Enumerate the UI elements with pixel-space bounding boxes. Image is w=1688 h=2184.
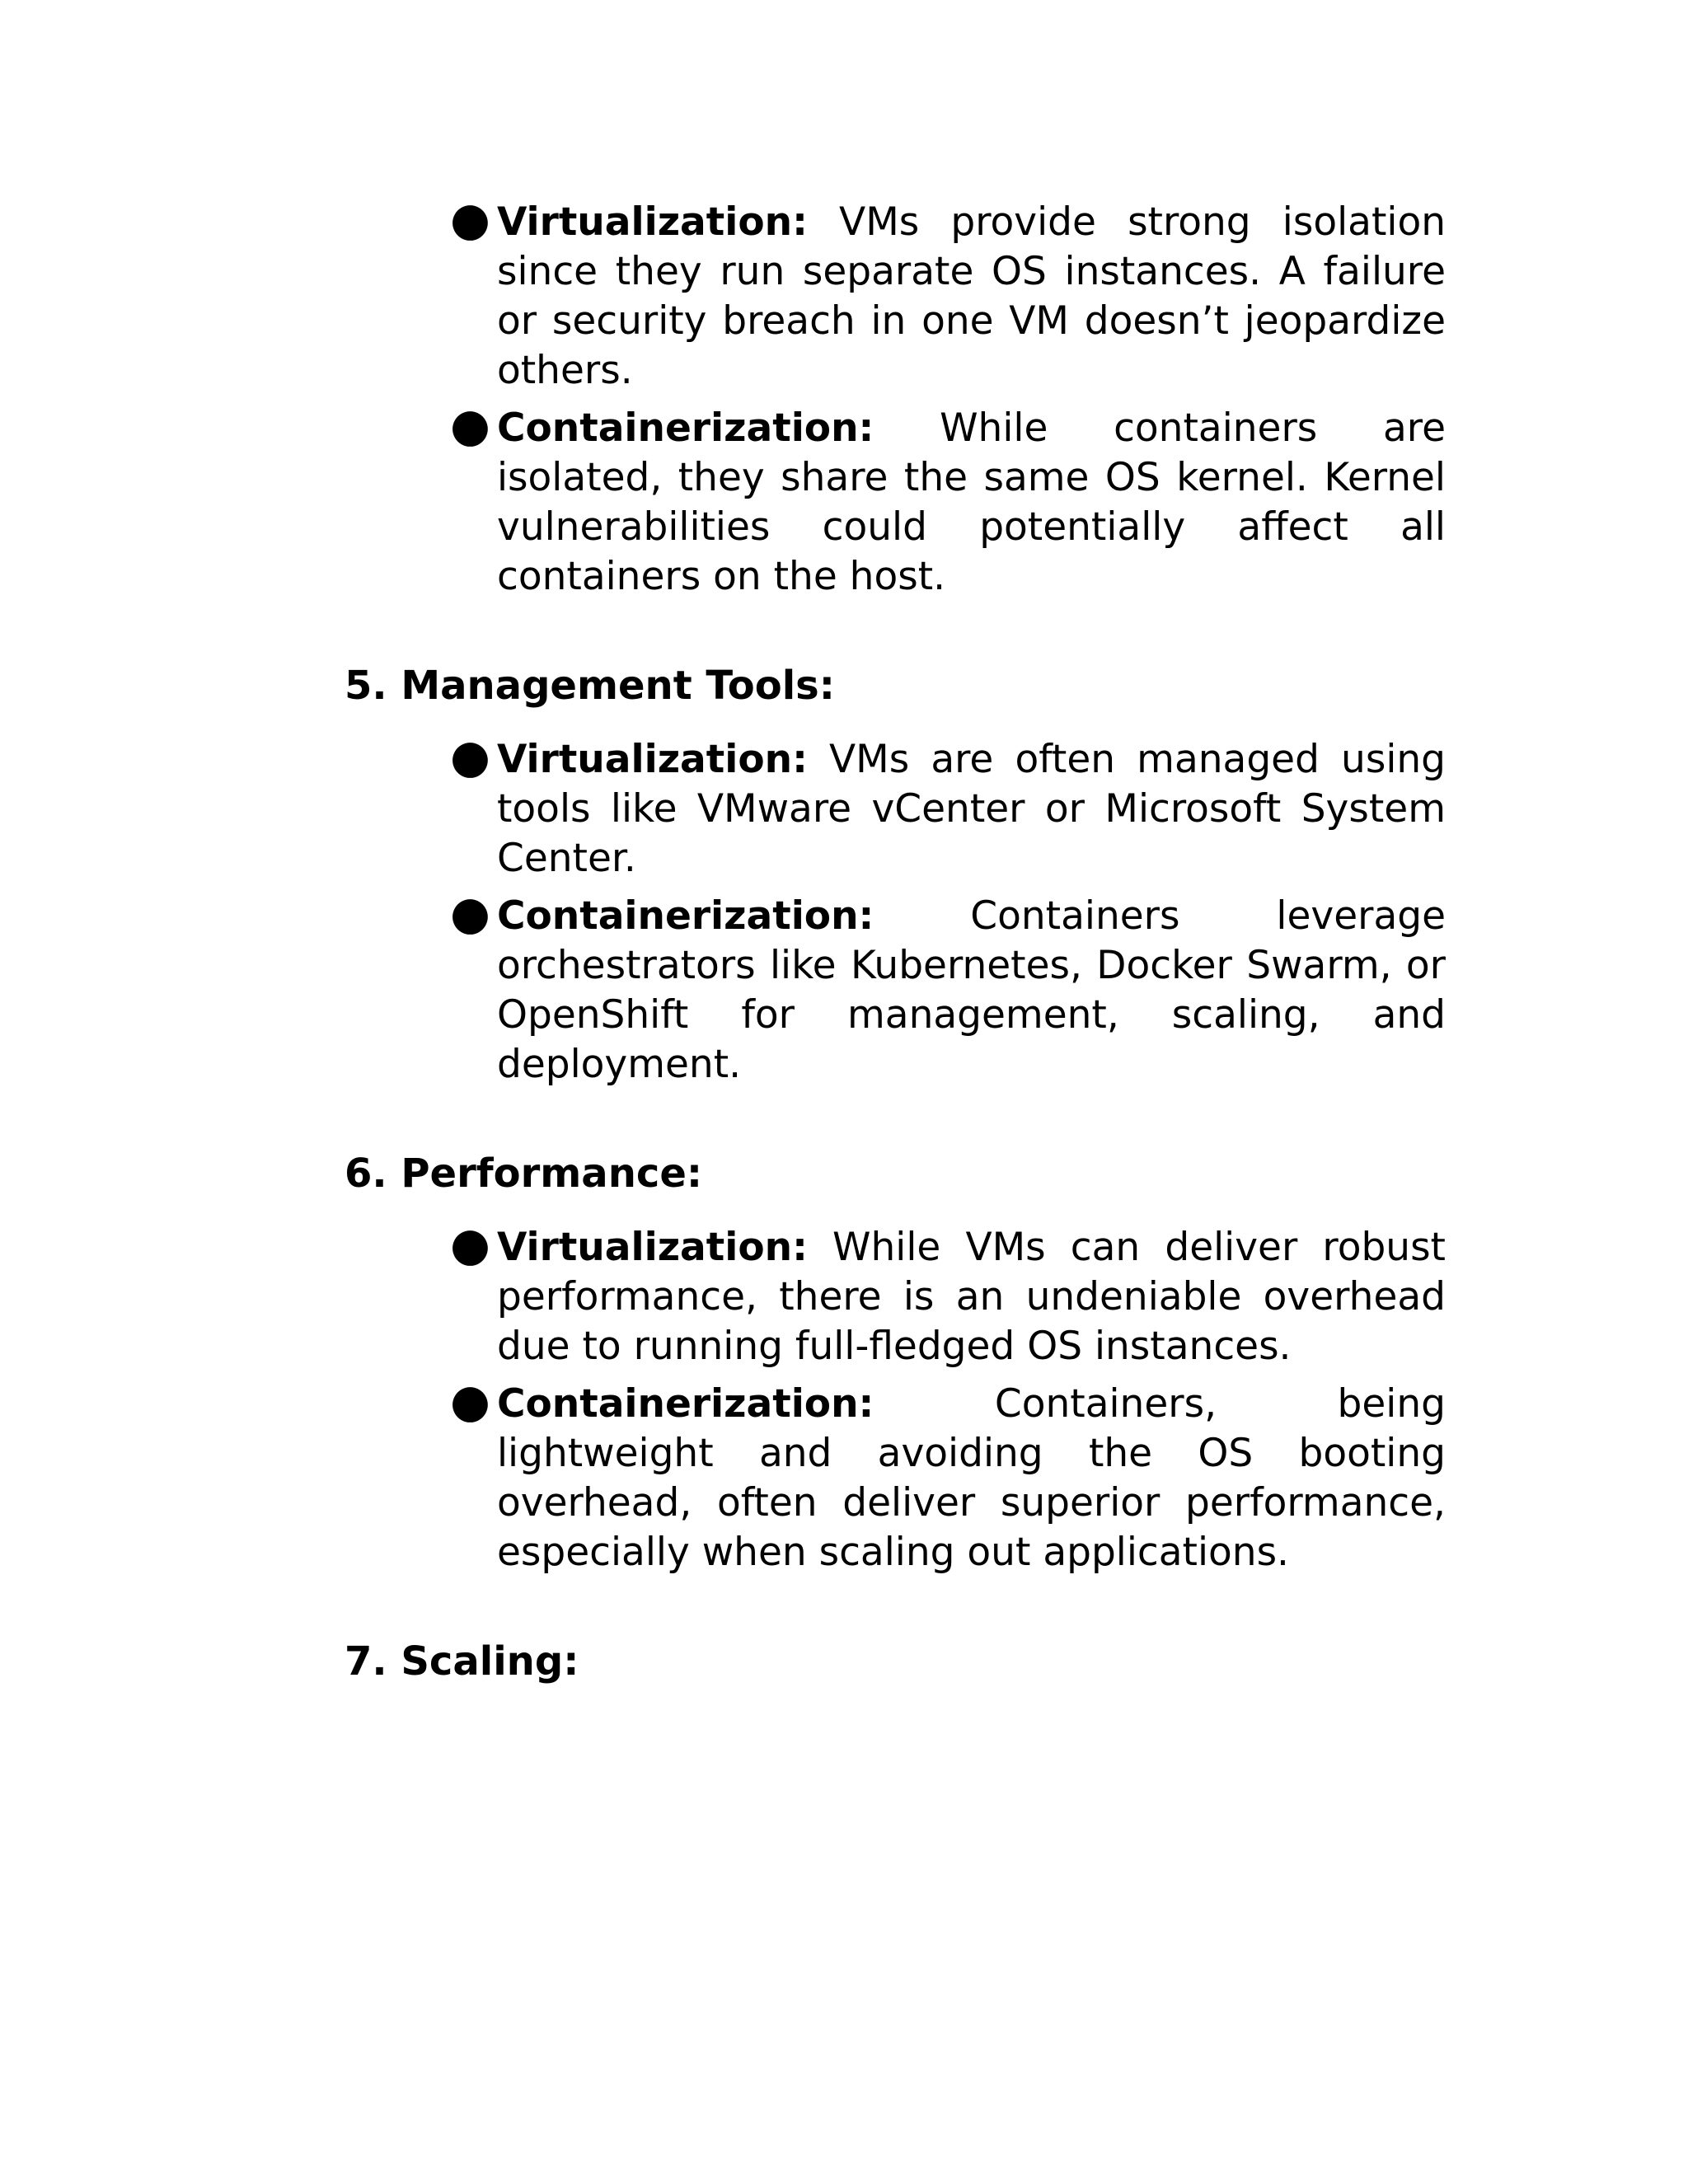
list-item <box>0 1218 1688 1371</box>
management-tools-bullet-list <box>0 730 1688 1098</box>
bullet-term: Containerization: <box>497 1381 874 1427</box>
list-item <box>0 1375 1688 1577</box>
list-item <box>0 399 1688 602</box>
bullet-body: Containers, being lightweight and avoiding the OS booting overhead, often deliver superior performance, especially when scaling out applications. <box>497 1381 1446 1575</box>
list-item <box>0 193 1688 396</box>
isolation-bullet-list <box>0 193 1688 610</box>
bullet-icon: ● <box>450 1375 490 1428</box>
bullet-paragraph <box>497 1380 1446 1577</box>
performance-bullet-list <box>0 1218 1688 1586</box>
bullet-paragraph <box>497 892 1446 1090</box>
bullet-paragraph <box>497 735 1446 883</box>
bullet-body: VMs provide strong isolation since they run separate OS instances. A failure or security breach in one VM doesn’t jeopardize others. <box>497 199 1446 393</box>
bullet-paragraph <box>497 1223 1446 1371</box>
bullet-term: Virtualization: <box>497 737 808 782</box>
bullet-icon: ● <box>450 730 490 784</box>
section-heading: 5. Management Tools: <box>345 663 835 709</box>
bullet-icon: ● <box>450 193 490 246</box>
bullet-body: While VMs can deliver robust performance, there is an undeniable overhead due to running full-fledged OS instances. <box>497 1225 1446 1369</box>
bullet-icon: ● <box>450 399 490 452</box>
bullet-paragraph <box>497 198 1446 396</box>
section-heading: 6. Performance: <box>345 1151 703 1197</box>
bullet-icon: ● <box>450 887 490 940</box>
bullet-body: VMs are often managed using tools like VMware vCenter or Microsoft System Center. <box>497 737 1446 881</box>
list-item <box>0 730 1688 883</box>
bullet-body: Containers leverage orchestrators like Kubernetes, Docker Swarm, or OpenShift for management, scaling, and deployment. <box>497 893 1446 1087</box>
bullet-term: Virtualization: <box>497 199 808 245</box>
bullet-term: Virtualization: <box>497 1225 808 1270</box>
bullet-paragraph <box>497 404 1446 602</box>
section-heading: 7. Scaling: <box>345 1638 579 1685</box>
bullet-icon: ● <box>450 1218 490 1272</box>
bullet-body: While containers are isolated, they share the same OS kernel. Kernel vulnerabilities could potentially affect all containers on the host. <box>497 405 1446 599</box>
list-item <box>0 887 1688 1090</box>
bullet-term: Containerization: <box>497 405 874 451</box>
bullet-term: Containerization: <box>497 893 874 939</box>
